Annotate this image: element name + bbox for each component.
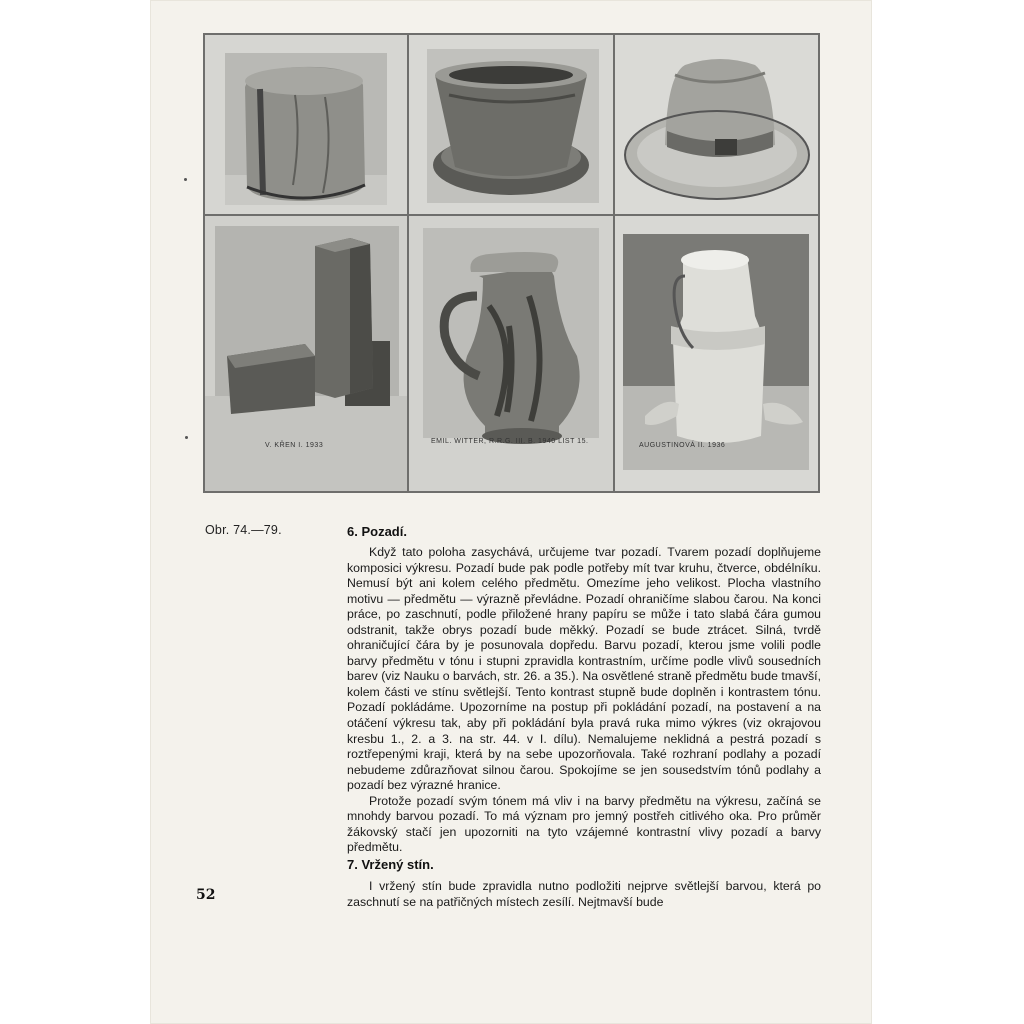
hat-drawing (615, 35, 818, 214)
signature-jug: EMIL. WITTER, R.R.G. III. B. 1940 LIST 15. (431, 438, 589, 445)
signature-milk-can: AUGUSTINOVÁ II. 1936 (639, 442, 726, 449)
section-body-vrzeny-stin (347, 879, 821, 910)
milk-can-drawing (615, 216, 818, 491)
section-body-pozadi (347, 545, 821, 856)
paragraph: Protože pozadí svým tónem má vliv i na barvy předmětu na výkresu, začíná se mnohdy barvou pozadí. To má význam pro jemný postřeh citlivého oka. Pro průměr žákovský stačí jen upozorniti na tyto vzájemné kontrastní vlivy pozadí a barvy předmětu. (347, 793, 821, 855)
section-heading-vrzeny-stin: 7. Vržený stín. (347, 857, 434, 872)
section-heading-pozadi: 6. Pozadí. (347, 524, 407, 539)
ink-spot (184, 178, 187, 181)
flower-pot-drawing (409, 35, 613, 214)
jug-drawing (409, 216, 613, 491)
figure-plates (203, 33, 820, 493)
wooden-stump-drawing (205, 35, 407, 214)
signature-brick: V. KŘEN I. 1933 (265, 442, 324, 449)
figure-caption: Obr. 74.—79. (205, 523, 282, 537)
ink-spot (185, 436, 188, 439)
bricks-drawing (205, 216, 407, 491)
paragraph: Když tato poloha zasychává, určujeme tvar pozadí. Tvarem pozadí doplňujeme komposici výkresu. Pozadí bude pak podle potřeby mít tvar kruhu, čtverce, obdélníku. Nemusí být ani kolem celého předmětu. Omezíme jeho velikost. Plocha vlastního motivu — předmětu — výrazně převládne. Pozadí ohraničíme slabou čarou. Na konci práce, po zaschnutí, podle přiložené hrany papíru se může i tato slabá čára gumou odstranit, takže obrys pozadí bude měkký. Pozadí se bude ztrácet. Silná, tvrdě ohraničující čára by je posunovala dopředu. Barvu pozadí, kterou jsme volili podle barvy předmětu v tónu i stupni zpravidla kontrastním, určíme podle vlivů sousedních barev (viz Nauku o barvách, str. 26. a 35.). Na osvětlené straně předmětu bude tmavší, kolem části ve stínu světlejší. Tento kontrast stupně bude doplněn i kontrastem tónu. Pozadí pokládáme. Upozorníme na postup při pokládání pozadí, na postavení a na otáčení výkresu tak, aby při pokládání byla pravá ruka mimo výkres (viz okrajovou kresbu 1., 2. a 3. na str. 44. v I. dílu). Nemalujeme neklidná a pestrá pozadí s roztřepenými kraji, která by na sebe upozorňovala. Také rozhraní podlahy a pozadí nebudeme zdůrazňovat silnou čarou. Spokojíme se jen sousedstvím tónů podlahy a pozadí bez výrazné hranice. (347, 545, 821, 793)
page-number: 52 (196, 887, 216, 903)
paragraph: I vržený stín bude zpravidla nutno podložiti nejprve světlejší barvou, která po zaschnutí se na patřičných místech zesílí. Nejtmavší bude (347, 879, 821, 909)
